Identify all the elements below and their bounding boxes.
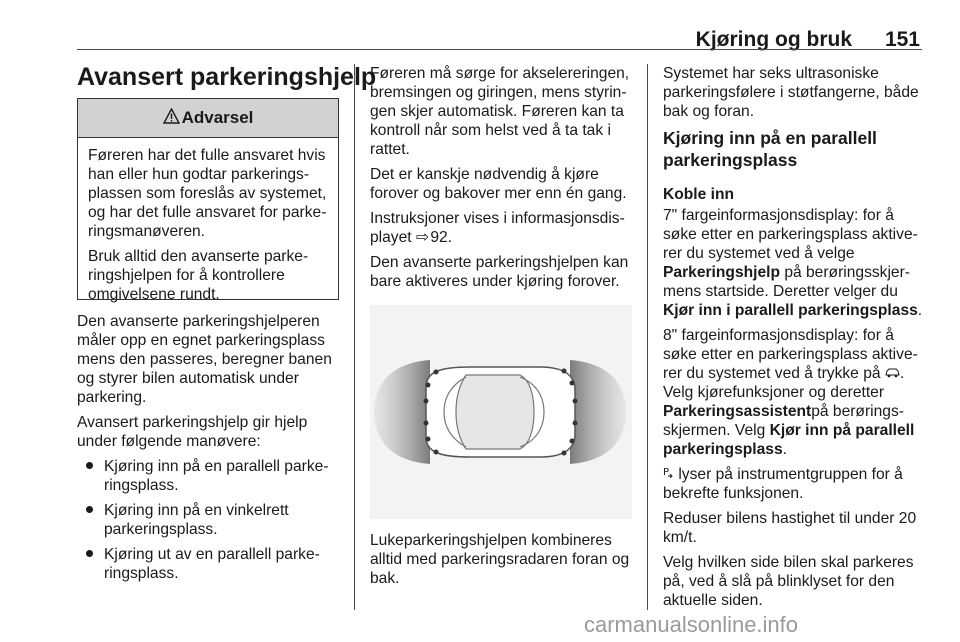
menu-term-parallel: Kjør inn på parallell parkeringsplass	[663, 422, 915, 458]
instructions-paragraph	[370, 209, 632, 247]
running-header-title: Kjøring og bruk	[695, 28, 852, 51]
activation-paragraph: Den avanserte parkeringshjelpen kan bare aktiveres under kjøring forover.	[370, 254, 629, 290]
display-8-text: . Velg kjørefunksjoner og deretter	[663, 365, 905, 401]
warning-paragraph: Føreren har det fulle ansvaret hvis han eller hun godtar parkeringsplassen som foreslås av systemet, og har det fulle ansvaret for parkeringsmanøveren.	[88, 147, 327, 240]
column-divider	[647, 64, 648, 610]
instructions-text: Instruksjoner vises i informasjonsdisplayet	[370, 210, 625, 246]
display-8-text: 8" fargeinformasjonsdisplay: for å søke etter en parkeringsplass aktiverer du systemet ved å trykke på	[663, 327, 918, 382]
header-rule	[77, 49, 922, 50]
display-7-paragraph	[663, 206, 925, 320]
display-7-text: .	[917, 302, 923, 319]
list-item	[77, 545, 339, 583]
maneuver-note-paragraph: Det er kanskje nødvendig å kjøre forover og bakover mer enn én gang.	[370, 166, 627, 202]
warning-header	[78, 99, 338, 138]
page-reference-icon: ⇨	[415, 229, 431, 246]
menu-term-parkeringshjelp: Parkeringshjelp	[663, 264, 780, 281]
subsection-heading: Koble inn	[663, 186, 735, 203]
intro-paragraph: Den avanserte parkeringshjelperen måler opp en egnet parkeringsplass mens den passeres, beregner banen og styrer bilen automatisk under parkering.	[77, 313, 332, 406]
page-title: Avansert parkeringshjelp	[77, 63, 377, 91]
column-divider	[354, 64, 355, 610]
warning-body	[78, 138, 338, 304]
driver-responsibility-paragraph: Føreren må sørge for akselereringen, bremsingen og giringen, mens styringen skjer automatisk. Føreren kan ta kontroll når som helst ved å ta tak i rattet.	[370, 65, 630, 158]
menu-term-parkeringsassistent: Parkeringsassistent	[663, 403, 812, 420]
indicator-paragraph	[663, 465, 925, 503]
warning-box	[77, 98, 339, 303]
indicator-text: lyser på instrumentgruppen for å bekrefte funksjonen.	[663, 466, 903, 502]
sensors-paragraph: Systemet har seks ultrasoniske parkeringsfølere i støtfangerne, både bak og foran.	[663, 65, 919, 120]
display-8-text: på berøringsskjermen. Velg	[663, 403, 904, 439]
display-8-text: .	[782, 441, 787, 458]
watermark: carmanualsonline.info	[584, 612, 799, 637]
svg-text:P: P	[663, 467, 670, 478]
bullet-icon	[86, 550, 93, 557]
maneuver-list	[77, 457, 339, 583]
speed-paragraph: Reduser bilens hastighet til under 20 km/t.	[663, 510, 917, 546]
warning-paragraph: Bruk alltid den avanserte parkeringshjelpen for å kontrollere omgivelsene rundt.	[88, 248, 309, 303]
warning-triangle-icon	[163, 108, 180, 129]
bullet-icon	[86, 506, 93, 513]
list-item-text: Kjøring inn på en vinkelrett parkeringsplass.	[104, 502, 289, 538]
menu-term-parallel: Kjør inn i parallell parkeringsplass	[663, 302, 918, 319]
side-selection-paragraph: Velg hvilken side bilen skal parkeres på, ved å slå på blinklyset for den aktuelle siden.	[663, 554, 914, 609]
parking-assist-icon	[663, 466, 674, 483]
list-item-text: Kjøring inn på en parallell parkeringsplass.	[104, 458, 329, 494]
car-settings-icon	[885, 365, 900, 382]
list-item-text: Kjøring ut av en parallell parkeringsplass.	[104, 546, 320, 582]
page-number: 151	[884, 28, 920, 51]
maneuvers-intro: Avansert parkeringshjelp gir hjelp under følgende manøvere:	[77, 414, 308, 450]
warning-heading: Advarsel	[181, 108, 254, 127]
display-8-paragraph	[663, 326, 925, 459]
car-ultrasonic-sensors-illustration	[370, 305, 632, 519]
column-2	[370, 64, 632, 594]
display-7-text: 7" fargeinformasjonsdisplay: for å søke etter en parkeringsplass aktiverer du systemet ved å velge	[663, 207, 918, 262]
page-reference-link[interactable]: 92.	[430, 229, 453, 246]
column-3	[663, 64, 925, 616]
section-heading: Kjøring inn på en parallell parkeringsplass	[663, 128, 877, 170]
column-1	[77, 312, 339, 589]
list-item	[77, 501, 339, 539]
list-item	[77, 457, 339, 495]
figure-caption: Lukeparkeringshjelpen kombineres alltid med parkeringsradaren foran og bak.	[370, 532, 630, 587]
bullet-icon	[86, 462, 93, 469]
display-7-text: på berøringsskjermens startside. Deretter velger du	[663, 264, 910, 300]
